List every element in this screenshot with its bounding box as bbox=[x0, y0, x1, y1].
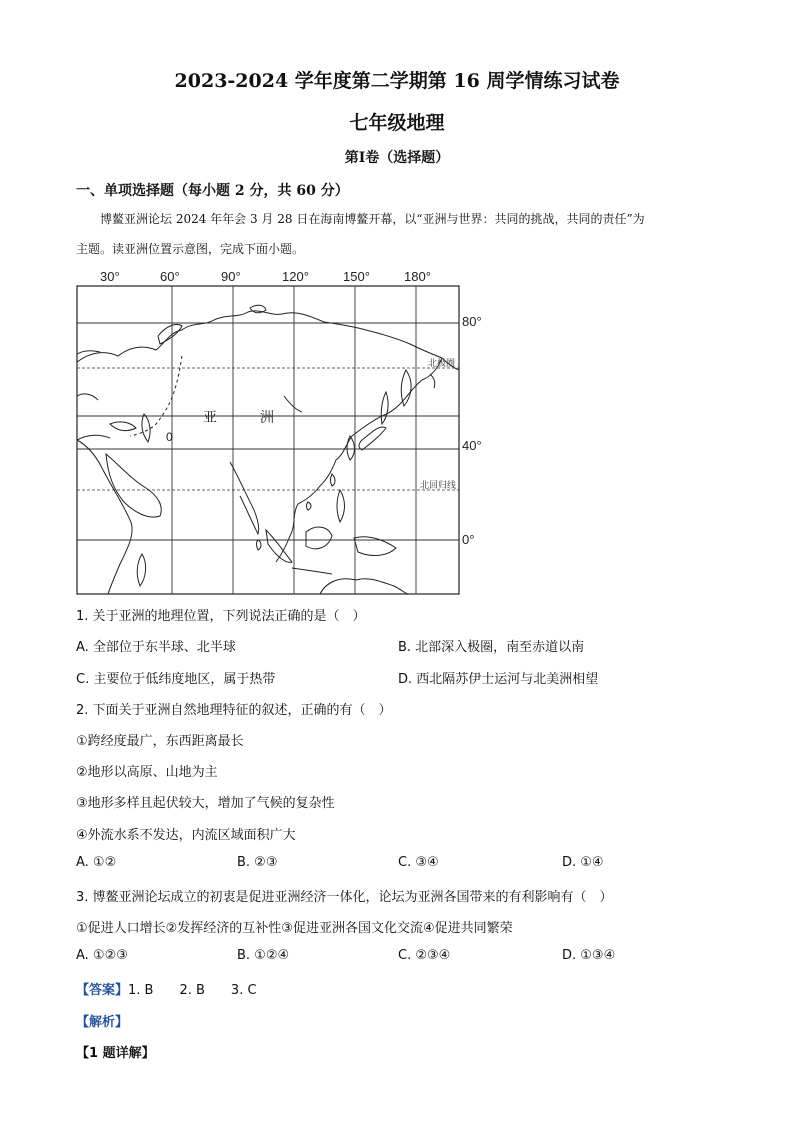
lon-label-60: 60° bbox=[160, 269, 180, 284]
q2-statement-1: ①跨经度最广，东西距离最长 bbox=[76, 734, 244, 749]
tropic-label: 北回归线 bbox=[420, 481, 457, 491]
intro-line-2: 主题。读亚洲位置示意图，完成下面小题。 bbox=[76, 242, 305, 256]
map-region-label-ya: 亚 bbox=[203, 409, 217, 425]
q2-option-c: C. ③④ bbox=[398, 855, 439, 870]
q1-option-a: A. 全部位于东半球、北半球 bbox=[76, 640, 236, 655]
coastlines bbox=[77, 305, 459, 594]
meridian-lines bbox=[172, 286, 416, 594]
question-1-stem: 1. 关于亚洲的地理位置，下列说法正确的是（ ） bbox=[76, 609, 366, 624]
q2-option-a: A. ①② bbox=[76, 855, 117, 870]
question-3-stem: 3. 博鳌亚洲论坛成立的初衷是促进亚洲经济一体化，论坛为亚洲各国带来的有利影响有（ ） bbox=[76, 890, 613, 905]
q3-option-d: D. ①③④ bbox=[562, 948, 616, 963]
answer-values: 1. B 2. B 3. C bbox=[128, 983, 257, 998]
analysis-tag: 【解析】 bbox=[76, 1015, 129, 1030]
detail-tag: 【1 题详解】 bbox=[76, 1046, 155, 1061]
q2-statement-2: ②地形以高原、山地为主 bbox=[76, 765, 218, 780]
lat-label-80: 80° bbox=[462, 314, 482, 329]
q1-option-d: D. 西北隔苏伊士运河与北美洲相望 bbox=[398, 672, 599, 687]
q3-option-a: A. ①②③ bbox=[76, 948, 128, 963]
lat-label-40: 40° bbox=[462, 438, 482, 453]
q2-option-d: D. ①④ bbox=[562, 855, 604, 870]
map-frame bbox=[77, 286, 459, 594]
question-2-stem: 2. 下面关于亚洲自然地理特征的叙述，正确的有（ ） bbox=[76, 703, 392, 718]
map-graphic bbox=[70, 264, 500, 600]
q3-option-c: C. ②③④ bbox=[398, 948, 451, 963]
page-title: 2023-2024 学年度第二学期第 16 周学情练习试卷 bbox=[174, 70, 620, 92]
q2-option-b: B. ②③ bbox=[237, 855, 278, 870]
q1-option-b: B. 北部深入极圈，南至赤道以南 bbox=[398, 640, 585, 655]
intro-line-1: 博鳌亚洲论坛 2024 年年会 3 月 28 日在海南博鳌开幕，以“亚洲与世界：共同的挑战，共同的责任”为 bbox=[100, 212, 645, 226]
lat-label-0: 0° bbox=[462, 532, 475, 547]
answer-line bbox=[76, 979, 257, 998]
lon-label-90: 90° bbox=[221, 269, 241, 284]
q2-statement-4: ④外流水系不发达，内流区域面积广大 bbox=[76, 828, 296, 843]
page-subtitle: 七年级地理 bbox=[349, 112, 445, 134]
volume-heading: 第Ⅰ卷（选择题） bbox=[344, 150, 450, 166]
asia-location-map bbox=[70, 264, 500, 600]
q1-option-c: C. 主要位于低纬度地区，属于热带 bbox=[76, 672, 276, 687]
map-region-label-zhou: 洲 bbox=[260, 409, 274, 425]
q3-option-b: B. ①②④ bbox=[237, 948, 290, 963]
section-heading: 一、单项选择题（每小题 2 分，共 60 分） bbox=[76, 183, 349, 199]
lon-label-120: 120° bbox=[282, 269, 309, 284]
q2-statement-3: ③地形多样且起伏较大，增加了气候的复杂性 bbox=[76, 796, 335, 811]
lon-label-30: 30° bbox=[100, 269, 120, 284]
arctic-circle-label: 北极圈 bbox=[428, 359, 456, 369]
q3-statements: ①促进人口增长②发挥经济的互补性③促进亚洲各国文化交流④促进共同繁荣 bbox=[76, 921, 513, 936]
answer-tag: 【答案】 bbox=[76, 983, 129, 998]
parallel-lines bbox=[77, 323, 459, 540]
lon-label-180: 180° bbox=[404, 269, 431, 284]
lon-label-150: 150° bbox=[343, 269, 370, 284]
map-point-label: 0 bbox=[166, 430, 173, 444]
